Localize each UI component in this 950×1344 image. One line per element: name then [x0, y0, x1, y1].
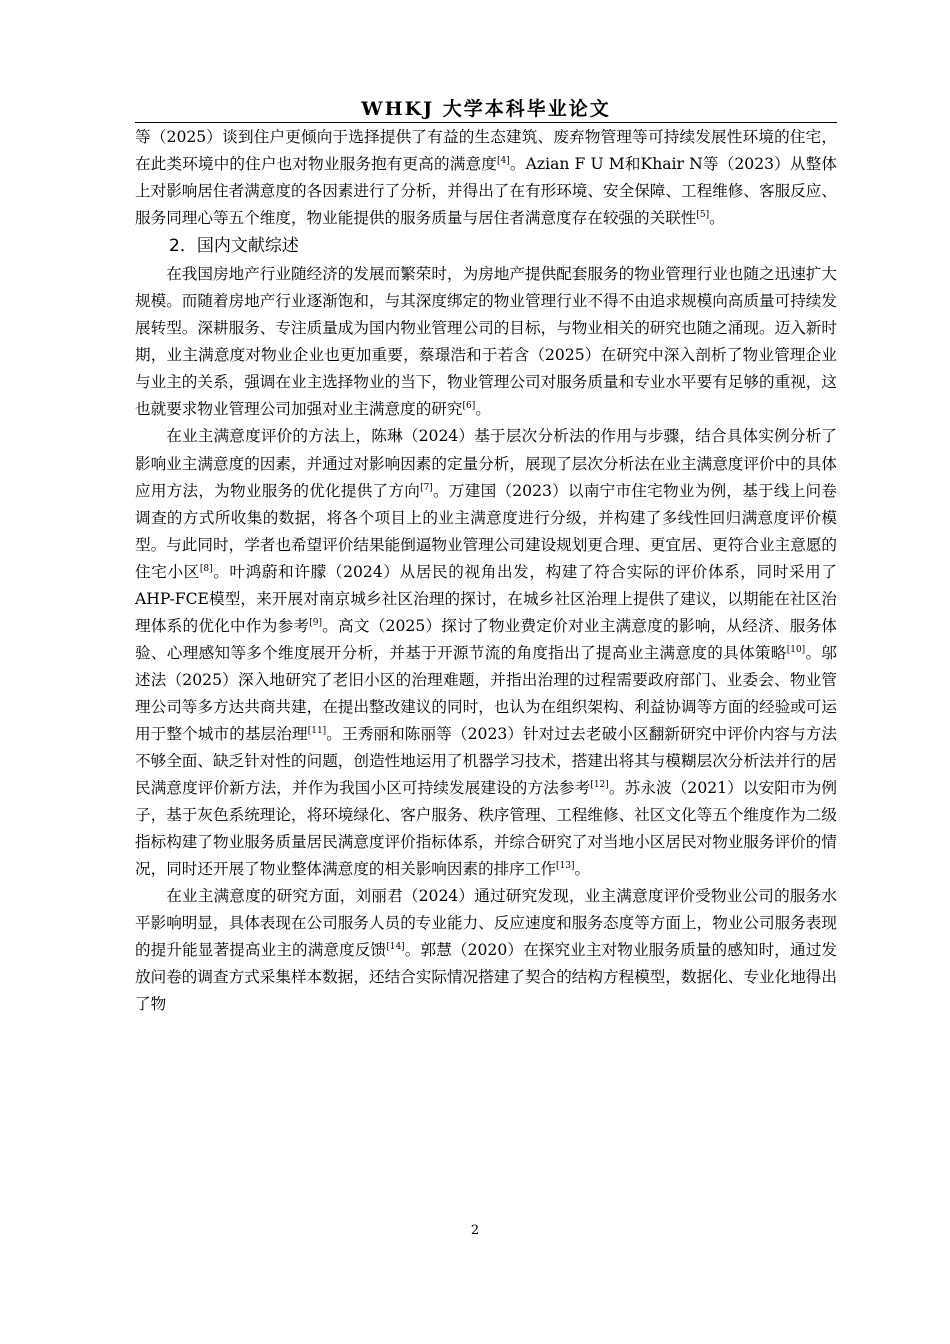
citation: [13] [556, 861, 575, 872]
header-divider [135, 122, 837, 123]
paragraph-foreign-review-continued [135, 124, 837, 232]
citation: [9] [309, 617, 322, 628]
text-run: 。 [574, 860, 591, 879]
text-run: 。苏永波（2021）以安阳市为例子，基于灰色系统理论，将环境绿化、客户服务、秩序管理、工程维修、社区文化等五个维度作为二级指标构建了物业服务质量居民满意度评价指标体系，并综合研究了对当地小区居民对物业服务评价的情况，同时还开展了物业整体满意度的相关影响因素的排序工作 [135, 779, 837, 879]
text-run: 。 [475, 400, 491, 419]
text-run: 在我国房地产行业随经济的发展而繁荣时，为房地产提供配套服务的物业管理行业也随之迅速扩大规模。而随着房地产行业逐渐饱和，与其深度绑定的物业管理行业不得不由追求规模向高质量可持续发展转型。深耕服务、专注质量成为国内物业管理公司的目标，与物业相关的研究也随之涌现。迈入新时期，业主满意度对物业企业也更加重要，蔡璟浩和于若含（2025）在研究中深入剖析了物业管理企业与业主的关系，强调在业主选择物业的当下，物业管理公司对服务质量和专业水平要有足够的重视，这也就要求物业管理公司加强对业主满意度的研究 [135, 265, 837, 419]
paragraph-evaluation-methods [135, 423, 837, 883]
citation: [8] [199, 563, 213, 574]
text-run: 。叶鸿蔚和许朦（2024）从居民的视角出发，构建了符合实际的评价体系，同时采用了AHP-FCE模型，来开展对南京城乡社区治理的探讨，在城乡社区治理上提供了建议，以期能在社区治理体系的优化中作为参考 [135, 562, 837, 635]
text-run: 。邬述法（2025）深入地研究了老旧小区的治理难题，并指出治理的过程需要政府部门、业委会、物业管理公司等多方达共商共建，在提出整改建议的同时，也认为在组织架构、利益协调等方面的经验或可运用于整个城市的基层治理 [135, 643, 837, 743]
section-heading: 2．国内文献综述 [169, 236, 299, 257]
citation: [6] [462, 401, 476, 412]
running-header [135, 94, 837, 121]
text-run: 。Azian F U M和Khair N等（2023）从整体上对影响居住者满意度的各因素进行了分析，并得出了在有形环境、安全保障、工程维修、客服反应、服务同理心等五个维度，物业能提供的服务质量与居住者满意度存在较强的关联性 [135, 155, 837, 228]
text-run: 。 [709, 209, 725, 228]
citation: [7] [420, 482, 433, 493]
document-body [135, 124, 837, 1019]
text-run: 。王秀丽和陈丽等（2023）针对过去老破小区翻新研究中评价内容与方法不够全面、缺乏针对性的问题，创造性地运用了机器学习技术，搭建出将其与模糊层次分析法并行的居民满意度评价新方法，并作为我国小区可持续发展建设的方法参考 [135, 724, 837, 798]
text-run: 在业主满意度评价的方法上，陈琳（2024）基于层次分析法的作用与步骤，结合具体实例分析了影响业主满意度的因素，并通过对影响因素的定量分析，展现了层次分析法在业主满意度评价中的具体应用方法，为物业服务的优化提供了方向 [135, 427, 837, 500]
text-run: 在业主满意度的研究方面，刘丽君（2024）通过研究发现，业主满意度评价受物业公司的服务水平影响明显，具体表现在公司服务人员的专业能力、反应速度和服务态度等方面上，物业公司服务表现的提升能显著提高业主的满意度反馈 [135, 887, 837, 960]
page-number: 2 [470, 1223, 480, 1238]
paragraph-satisfaction-research [135, 883, 837, 1018]
text-run: 等（2025）谈到住户更倾向于选择提供了有益的生态建筑、废弃物管理等可持续发展性环境的住宅，在此类环境中的住户也对物业服务抱有更高的满意度 [135, 128, 837, 174]
citation: [4] [497, 155, 510, 166]
text-run: 。郭慧（2020）在探究业主对物业服务质量的感知时，通过发放问卷的调查方式采集样本数据，还结合实际情况搭建了契合的结构方程模型，数据化、专业化地得出了物 [135, 941, 837, 1014]
citation: [12] [590, 779, 609, 790]
paragraph-domestic-intro [135, 261, 837, 423]
citation: [10] [786, 644, 806, 655]
text-run: 。万建国（2023）以南宁市住宅物业为例，基于线上问卷调查的方式所收集的数据，将各个项目上的业主满意度进行分级，并构建了多线性回归满意度评价模型。与此同时，学者也希望评价结果能倒逼物业管理公司建设规划更合理、更宜居、更符合业主意愿的住宅小区 [135, 481, 837, 581]
citation: [5] [696, 209, 710, 220]
citation: [11] [307, 725, 327, 736]
header-title: WHKJ 大学本科毕业论文 [361, 98, 611, 120]
citation: [14] [386, 942, 405, 953]
text-run: 。高文（2025）探讨了物业费定价对业主满意度的影响，从经济、服务体验、心理感知等多个维度展开分析，并基于开源节流的角度指出了提高业主满意度的具体策略 [135, 616, 837, 662]
